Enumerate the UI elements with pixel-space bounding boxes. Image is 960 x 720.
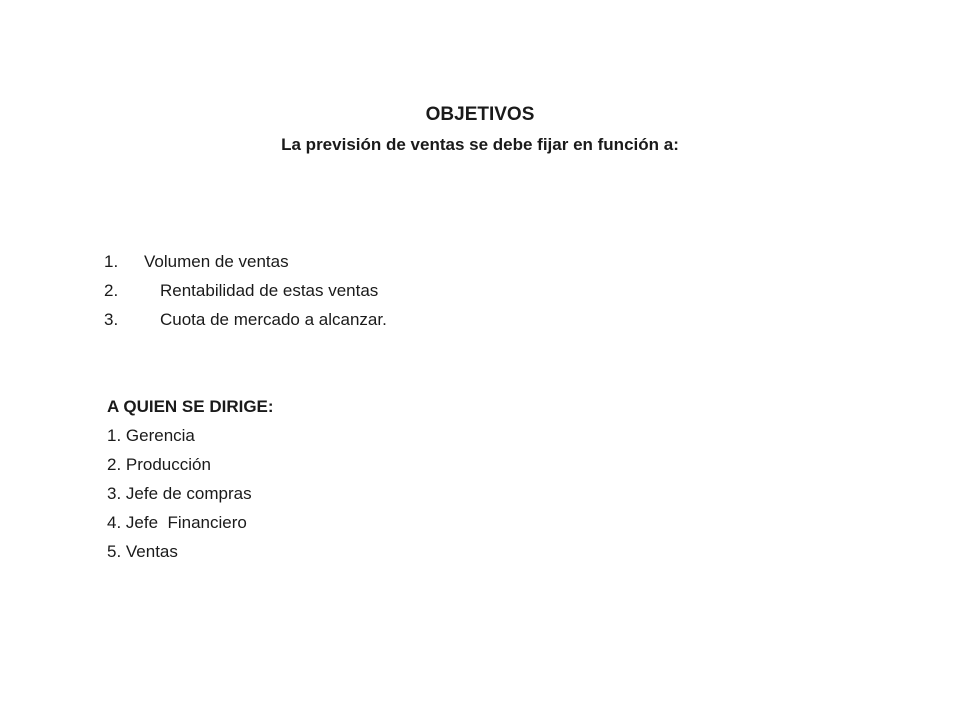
list-item: 2. Producción: [107, 455, 211, 474]
audience-list: [107, 421, 252, 566]
slide-title: OBJETIVOS: [425, 104, 535, 125]
list-item: [104, 305, 387, 334]
list-item: 1. Gerencia: [107, 426, 195, 445]
list-item-number: 1.: [104, 252, 119, 271]
list-item: 5. Ventas: [107, 542, 178, 561]
audience-heading: A QUIEN SE DIRIGE:: [107, 397, 274, 416]
slide-subtitle: La previsión de ventas se debe fijar en función a:: [281, 135, 679, 154]
list-item: [104, 247, 387, 276]
list-item-text: Rentabilidad de estas ventas: [160, 281, 379, 300]
list-item-number: 3.: [104, 310, 119, 329]
list-item-text: Volumen de ventas: [144, 252, 289, 271]
list-item: 3. Jefe de compras: [107, 484, 252, 503]
list-item-text: Cuota de mercado a alcanzar.: [160, 310, 387, 329]
list-item: [104, 276, 387, 305]
list-item-number: 2.: [104, 281, 119, 300]
objectives-list: [104, 247, 387, 334]
list-item: 4. Jefe Financiero: [107, 513, 247, 532]
